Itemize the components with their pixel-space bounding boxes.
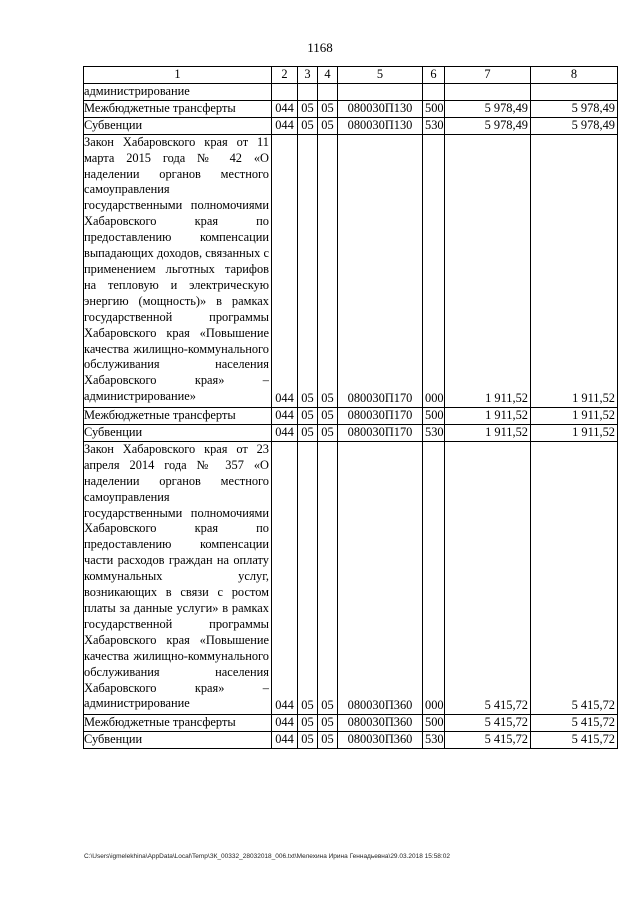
cell-section: 05 bbox=[298, 441, 318, 714]
cell-amount: 5 415,72 bbox=[445, 715, 531, 732]
cell-section: 05 bbox=[298, 100, 318, 117]
row-name: Субвенции bbox=[84, 732, 272, 749]
cell-amount-total bbox=[531, 84, 618, 101]
row-name: Межбюджетные трансферты bbox=[84, 715, 272, 732]
cell-grbs: 044 bbox=[272, 732, 298, 749]
cell-amount: 1 911,52 bbox=[445, 425, 531, 442]
table-row bbox=[84, 425, 618, 442]
cell-grbs: 044 bbox=[272, 134, 298, 407]
row-name: Субвенции bbox=[84, 425, 272, 442]
row-name: Межбюджетные трансферты bbox=[84, 408, 272, 425]
cell-grbs: 044 bbox=[272, 441, 298, 714]
table-row bbox=[84, 408, 618, 425]
cell-target-article: 080030П170 bbox=[338, 408, 423, 425]
cell-section: 05 bbox=[298, 134, 318, 407]
header-cell: 7 bbox=[445, 67, 531, 84]
cell-amount: 5 978,49 bbox=[445, 100, 531, 117]
row-name bbox=[84, 134, 272, 407]
header-cell: 4 bbox=[318, 67, 338, 84]
table-row bbox=[84, 84, 618, 101]
cell-subsection: 05 bbox=[318, 117, 338, 134]
cell-section: 05 bbox=[298, 715, 318, 732]
row-name-text: Закон Хабаровского края от 23 апреля 2014 года № 357 «О наделении органов местного самоуправления государственными полномочиями Хабаровского края по предоставлению компенсации части расходов граждан на оплату коммунальных услуг, возникающих в связи с ростом платы за данные услуги» в рамках государственной программы Хабаровского края «Повышение качества жилищно-коммунального обслуживания населения Хабаровского края» – администрирование bbox=[84, 441, 269, 711]
cell-amount: 1 911,52 bbox=[445, 134, 531, 407]
cell-amount-total: 5 415,72 bbox=[531, 715, 618, 732]
row-name bbox=[84, 441, 272, 714]
cell-target-article: 080030П360 bbox=[338, 732, 423, 749]
header-row bbox=[84, 67, 618, 84]
cell-target-article: 080030П130 bbox=[338, 100, 423, 117]
cell-subsection: 05 bbox=[318, 100, 338, 117]
cell-amount: 5 415,72 bbox=[445, 732, 531, 749]
cell-amount-total: 1 911,52 bbox=[531, 134, 618, 407]
cell-amount-total: 1 911,52 bbox=[531, 425, 618, 442]
table-row bbox=[84, 117, 618, 134]
cell-amount: 1 911,52 bbox=[445, 408, 531, 425]
cell-target-article: 080030П360 bbox=[338, 441, 423, 714]
cell-grbs: 044 bbox=[272, 408, 298, 425]
cell-expense-type: 500 bbox=[423, 408, 445, 425]
cell-amount-total: 5 415,72 bbox=[531, 732, 618, 749]
header-cell: 2 bbox=[272, 67, 298, 84]
cell-expense-type: 500 bbox=[423, 715, 445, 732]
cell-grbs bbox=[272, 84, 298, 101]
cell-section: 05 bbox=[298, 408, 318, 425]
cell-grbs: 044 bbox=[272, 425, 298, 442]
cell-target-article bbox=[338, 84, 423, 101]
cell-grbs: 044 bbox=[272, 117, 298, 134]
cell-expense-type bbox=[423, 84, 445, 101]
cell-target-article: 080030П360 bbox=[338, 715, 423, 732]
cell-amount-total: 1 911,52 bbox=[531, 408, 618, 425]
cell-section: 05 bbox=[298, 425, 318, 442]
table-row bbox=[84, 732, 618, 749]
cell-grbs: 044 bbox=[272, 715, 298, 732]
cell-amount: 5 978,49 bbox=[445, 117, 531, 134]
cell-amount-total: 5 978,49 bbox=[531, 117, 618, 134]
cell-section: 05 bbox=[298, 732, 318, 749]
budget-table bbox=[83, 66, 618, 749]
cell-subsection bbox=[318, 84, 338, 101]
cell-expense-type: 530 bbox=[423, 425, 445, 442]
row-name: Субвенции bbox=[84, 117, 272, 134]
cell-expense-type: 000 bbox=[423, 441, 445, 714]
table-row bbox=[84, 715, 618, 732]
row-name-text: Закон Хабаровского края от 11 марта 2015 года № 42 «О наделении органов местного самоуправления государственными полномочиями Хабаровского края по предоставлению компенсации выпадающих доходов, связанных с применением льготных тарифов на тепловую и электрическую энергию (мощность)» в рамках государственной программы Хабаровского края «Повышение качества жилищно-коммунального обслуживания населения Хабаровского края» – администрирование» bbox=[84, 134, 269, 404]
cell-subsection: 05 bbox=[318, 425, 338, 442]
cell-subsection: 05 bbox=[318, 408, 338, 425]
cell-section: 05 bbox=[298, 117, 318, 134]
table-row bbox=[84, 134, 618, 407]
cell-expense-type: 000 bbox=[423, 134, 445, 407]
cell-target-article: 080030П170 bbox=[338, 134, 423, 407]
cell-subsection: 05 bbox=[318, 732, 338, 749]
cell-subsection: 05 bbox=[318, 134, 338, 407]
cell-grbs: 044 bbox=[272, 100, 298, 117]
table-row bbox=[84, 100, 618, 117]
cell-amount-total: 5 978,49 bbox=[531, 100, 618, 117]
cell-expense-type: 530 bbox=[423, 732, 445, 749]
cell-target-article: 080030П130 bbox=[338, 117, 423, 134]
table-row bbox=[84, 441, 618, 714]
cell-expense-type: 530 bbox=[423, 117, 445, 134]
header-cell: 3 bbox=[298, 67, 318, 84]
cell-target-article: 080030П170 bbox=[338, 425, 423, 442]
cell-amount: 5 415,72 bbox=[445, 441, 531, 714]
cell-subsection: 05 bbox=[318, 441, 338, 714]
cell-amount-total: 5 415,72 bbox=[531, 441, 618, 714]
row-name: администрирование bbox=[84, 84, 272, 101]
row-name: Межбюджетные трансферты bbox=[84, 100, 272, 117]
header-cell: 1 bbox=[84, 67, 272, 84]
cell-expense-type: 500 bbox=[423, 100, 445, 117]
file-path-footer: C:\Users\igmelekhina\AppData\Local\Temp\ЗК_00332_28032018_006.txt\Мелехина Ирина Геннадьевна\29.03.2018 15:58:02 bbox=[84, 853, 450, 860]
cell-subsection: 05 bbox=[318, 715, 338, 732]
header-cell: 5 bbox=[338, 67, 423, 84]
page-number: 1168 bbox=[307, 40, 333, 55]
header-cell: 6 bbox=[423, 67, 445, 84]
cell-amount bbox=[445, 84, 531, 101]
header-cell: 8 bbox=[531, 67, 618, 84]
cell-section bbox=[298, 84, 318, 101]
